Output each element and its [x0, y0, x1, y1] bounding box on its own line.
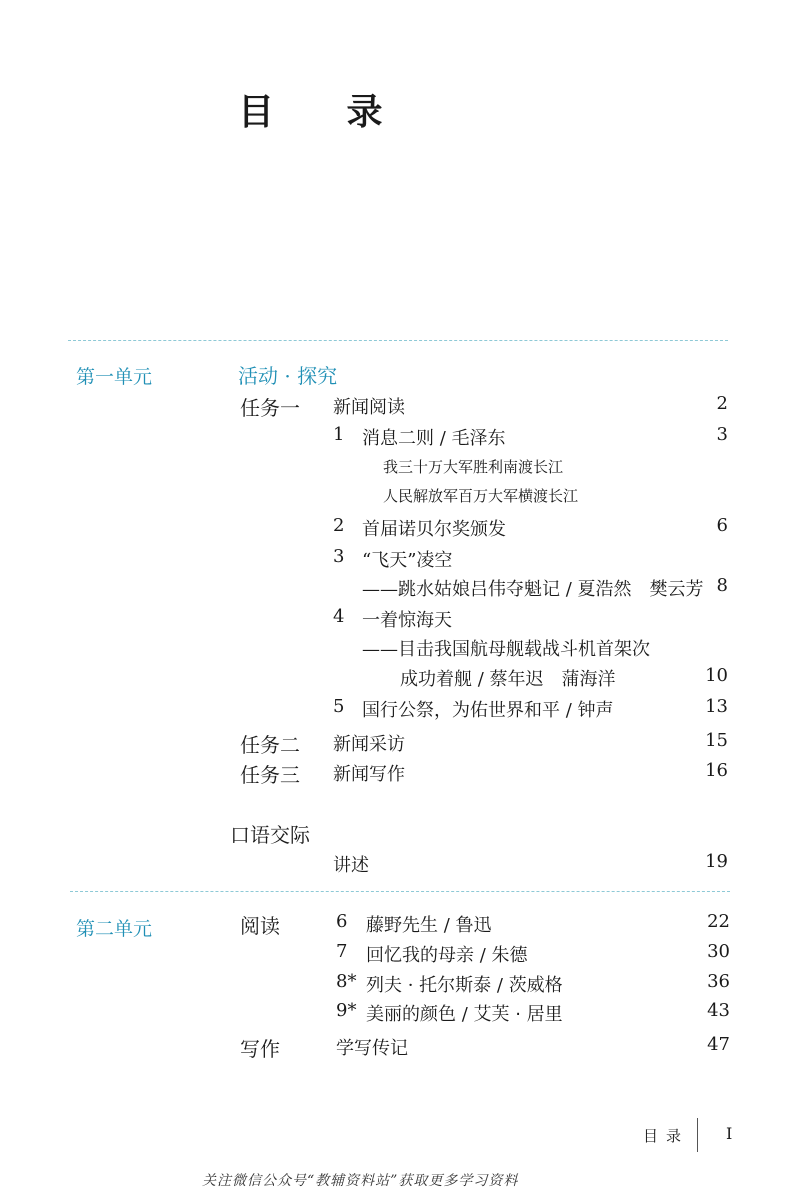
lesson1-author: 毛泽东 [451, 428, 506, 449]
lesson9-author: 艾芙 · 居里 [473, 1004, 563, 1025]
task1-label: 任务一 [240, 396, 300, 420]
unit2-label: 第二单元 [76, 918, 153, 940]
lesson9-title [366, 1000, 563, 1026]
lesson5-author: 钟声 [577, 700, 614, 721]
lesson2-page: 6 [716, 515, 728, 536]
oral-page: 19 [705, 851, 728, 872]
lesson3-page: 8 [716, 575, 728, 596]
page-title: 目 录 [238, 91, 413, 133]
lesson8-title [366, 971, 563, 997]
lesson1-title [362, 424, 506, 450]
task2-label: 任务二 [240, 733, 300, 757]
lesson2-title: 首届诺贝尔奖颁发 [362, 519, 506, 540]
unit2-divider [70, 891, 730, 892]
oral-label: 口语交际 [230, 823, 310, 847]
task3-page: 16 [705, 760, 728, 781]
task3-label: 任务三 [240, 763, 300, 787]
lesson3-author: 夏浩然 樊云芳 [577, 579, 704, 600]
lesson5-title-text: 国行公祭，为佑世界和平 / [362, 700, 578, 721]
oral-title: 讲述 [333, 855, 369, 876]
lesson9-title-text: 美丽的颜色 / [366, 1004, 474, 1025]
unit1-divider [68, 340, 728, 341]
writing-title: 学写传记 [336, 1038, 408, 1059]
lesson3-subtitle-text: ——跳水姑娘吕伟夺魁记 / [362, 579, 578, 600]
lesson5-page: 13 [705, 696, 728, 717]
task1-title: 新闻阅读 [333, 397, 405, 418]
lesson3-num: 3 [333, 546, 345, 567]
footer-divider [697, 1118, 698, 1152]
lesson7-num: 7 [336, 941, 348, 962]
lesson7-title [366, 941, 528, 967]
watermark-text: 关注微信公众号“教辅资料站”获取更多学习资料 [202, 1173, 519, 1189]
lesson1-sub1: 我三十万大军胜利南渡长江 [383, 458, 564, 476]
writing-page: 47 [707, 1034, 730, 1055]
lesson7-author: 朱德 [491, 945, 528, 966]
task2-title: 新闻采访 [333, 734, 405, 755]
lesson4-page: 10 [705, 665, 728, 686]
lesson1-num: 1 [333, 424, 345, 445]
lesson6-title [366, 911, 492, 937]
lesson4-subtitle: ——目击我国航母舰载战斗机首架次 [362, 639, 650, 660]
lesson3-title: “飞天”凌空 [362, 550, 453, 571]
lesson2-num: 2 [333, 515, 345, 536]
lesson8-author: 茨威格 [508, 975, 563, 996]
lesson6-num: 6 [336, 911, 348, 932]
task3-title: 新闻写作 [333, 764, 405, 785]
lesson1-sub2: 人民解放军百万大军横渡长江 [383, 487, 579, 505]
lesson4-author: 蔡年迟 蒲海洋 [489, 669, 616, 690]
unit1-label: 第一单元 [76, 366, 153, 388]
lesson3-subtitle [362, 575, 704, 601]
lesson4-title: 一着惊海天 [362, 610, 452, 631]
lesson5-title [362, 696, 614, 722]
writing-label: 写作 [240, 1037, 280, 1061]
lesson6-author: 鲁迅 [455, 915, 492, 936]
lesson6-title-text: 藤野先生 / [366, 915, 456, 936]
unit1-section-title: 活动 · 探究 [238, 364, 338, 388]
lesson4-subtitle-cont [400, 665, 616, 691]
lesson6-page: 22 [707, 911, 730, 932]
lesson4-num: 4 [333, 606, 345, 627]
lesson8-title-text: 列夫 · 托尔斯泰 / [366, 975, 509, 996]
lesson5-num: 5 [333, 696, 345, 717]
lesson8-num: 8* [336, 971, 357, 992]
lesson7-title-text: 回忆我的母亲 / [366, 945, 492, 966]
lesson7-page: 30 [707, 941, 730, 962]
lesson9-page: 43 [707, 1000, 730, 1021]
lesson8-page: 36 [707, 971, 730, 992]
lesson4-subtitle-cont-text: 成功着舰 / [400, 669, 490, 690]
footer-page-number: I [726, 1124, 733, 1143]
reading-label: 阅读 [240, 914, 280, 938]
lesson9-num: 9* [336, 1000, 357, 1021]
task2-page: 15 [705, 730, 728, 751]
lesson1-page: 3 [716, 424, 728, 445]
footer-label: 目录 [643, 1127, 690, 1145]
lesson1-title-text: 消息二则 / [362, 428, 452, 449]
task1-page: 2 [716, 393, 728, 414]
